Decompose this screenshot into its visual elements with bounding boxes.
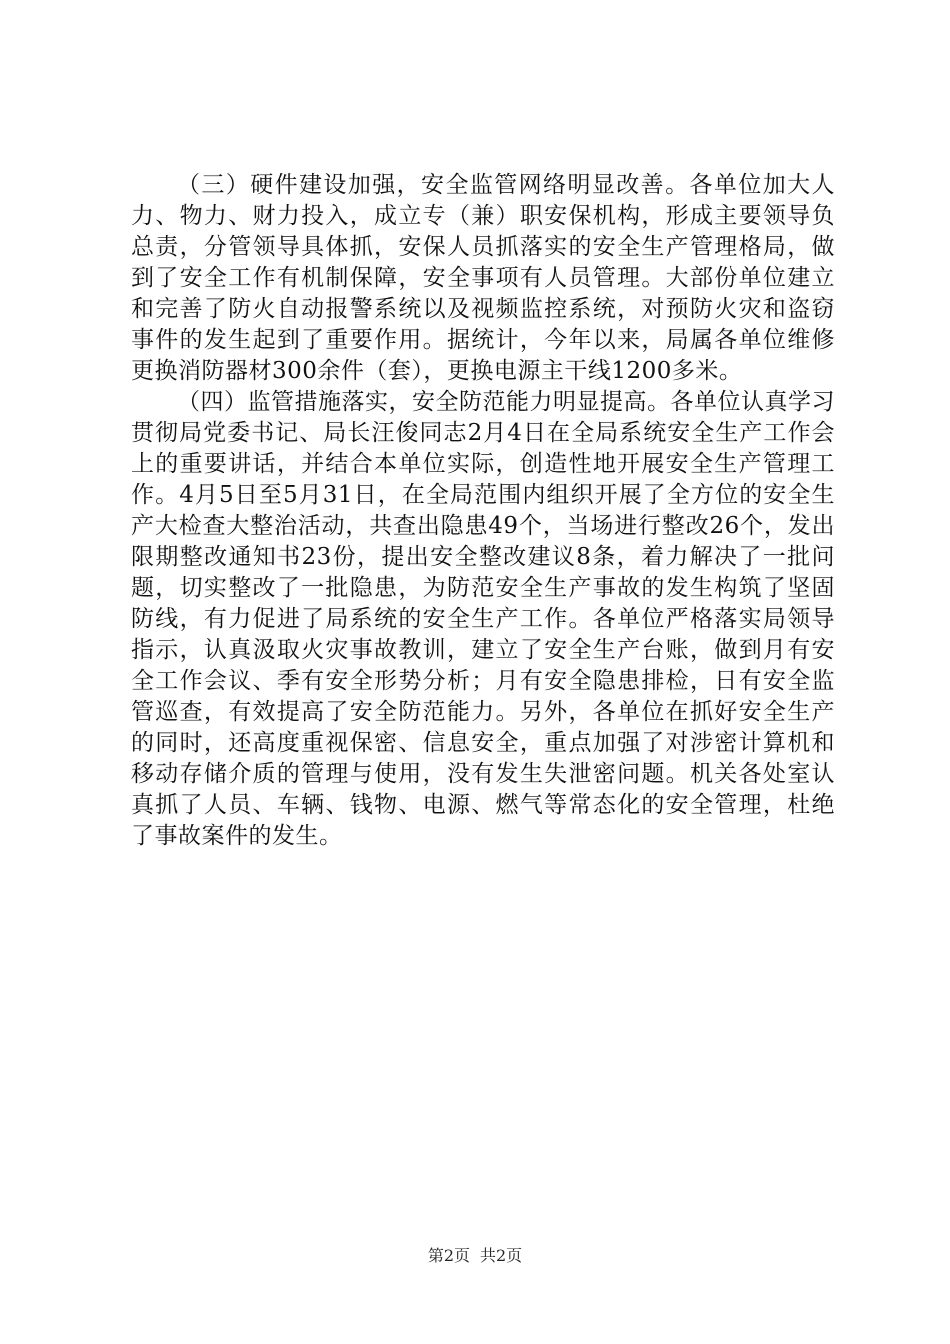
document-body [131, 170, 835, 852]
paragraph-hardware-construction: （三）硬件建设加强，安全监管网络明显改善。各单位加大人力、物力、财力投入，成立专（兼）职安保机构，形成主要领导负总责，分管领导具体抓，安保人员抓落实的安全生产管理格局，做到了安全工作有机制保障，安全事项有人员管理。大部份单位建立和完善了防火自动报警系统以及视频监控系统，对预防火灾和盗窃事件的发生起到了重要作用。据统计，今年以来，局属各单位维修更换消防器材300余件（套），更换电源主干线1200多米。 [131, 172, 835, 384]
page-number: 第2页 [427, 1246, 470, 1265]
page-footer [0, 1246, 950, 1266]
paragraph-supervision-measures: （四）监管措施落实，安全防范能力明显提高。各单位认真学习贯彻局党委书记、局长汪俊同志2月4日在全局系统安全生产工作会上的重要讲话，并结合本单位实际，创造性地开展安全生产管理工作。4月5日至5月31日，在全局范围内组织开展了全方位的安全生产大检查大整治活动，共查出隐患49个，当场进行整改26个，发出限期整改通知书23份，提出安全整改建议8条，着力解决了一批问题，切实整改了一批隐患，为防范安全生产事故的发生构筑了坚固防线，有力促进了局系统的安全生产工作。各单位严格落实局领导指示，认真汲取火灾事故教训，建立了安全生产台账，做到月有安全工作会议、季有安全形势分析；月有安全隐患排检，日有安全监管巡查，有效提高了安全防范能力。另外，各单位在抓好安全生产的同时，还高度重视保密、信息安全，重点加强了对涉密计算机和移动存储介质的管理与使用，没有发生失泄密问题。机关各处室认真抓了人员、车辆、钱物、电源、燃气等常态化的安全管理，杜绝了事故案件的发生。 [131, 389, 835, 849]
page-total: 共2页 [480, 1246, 523, 1265]
